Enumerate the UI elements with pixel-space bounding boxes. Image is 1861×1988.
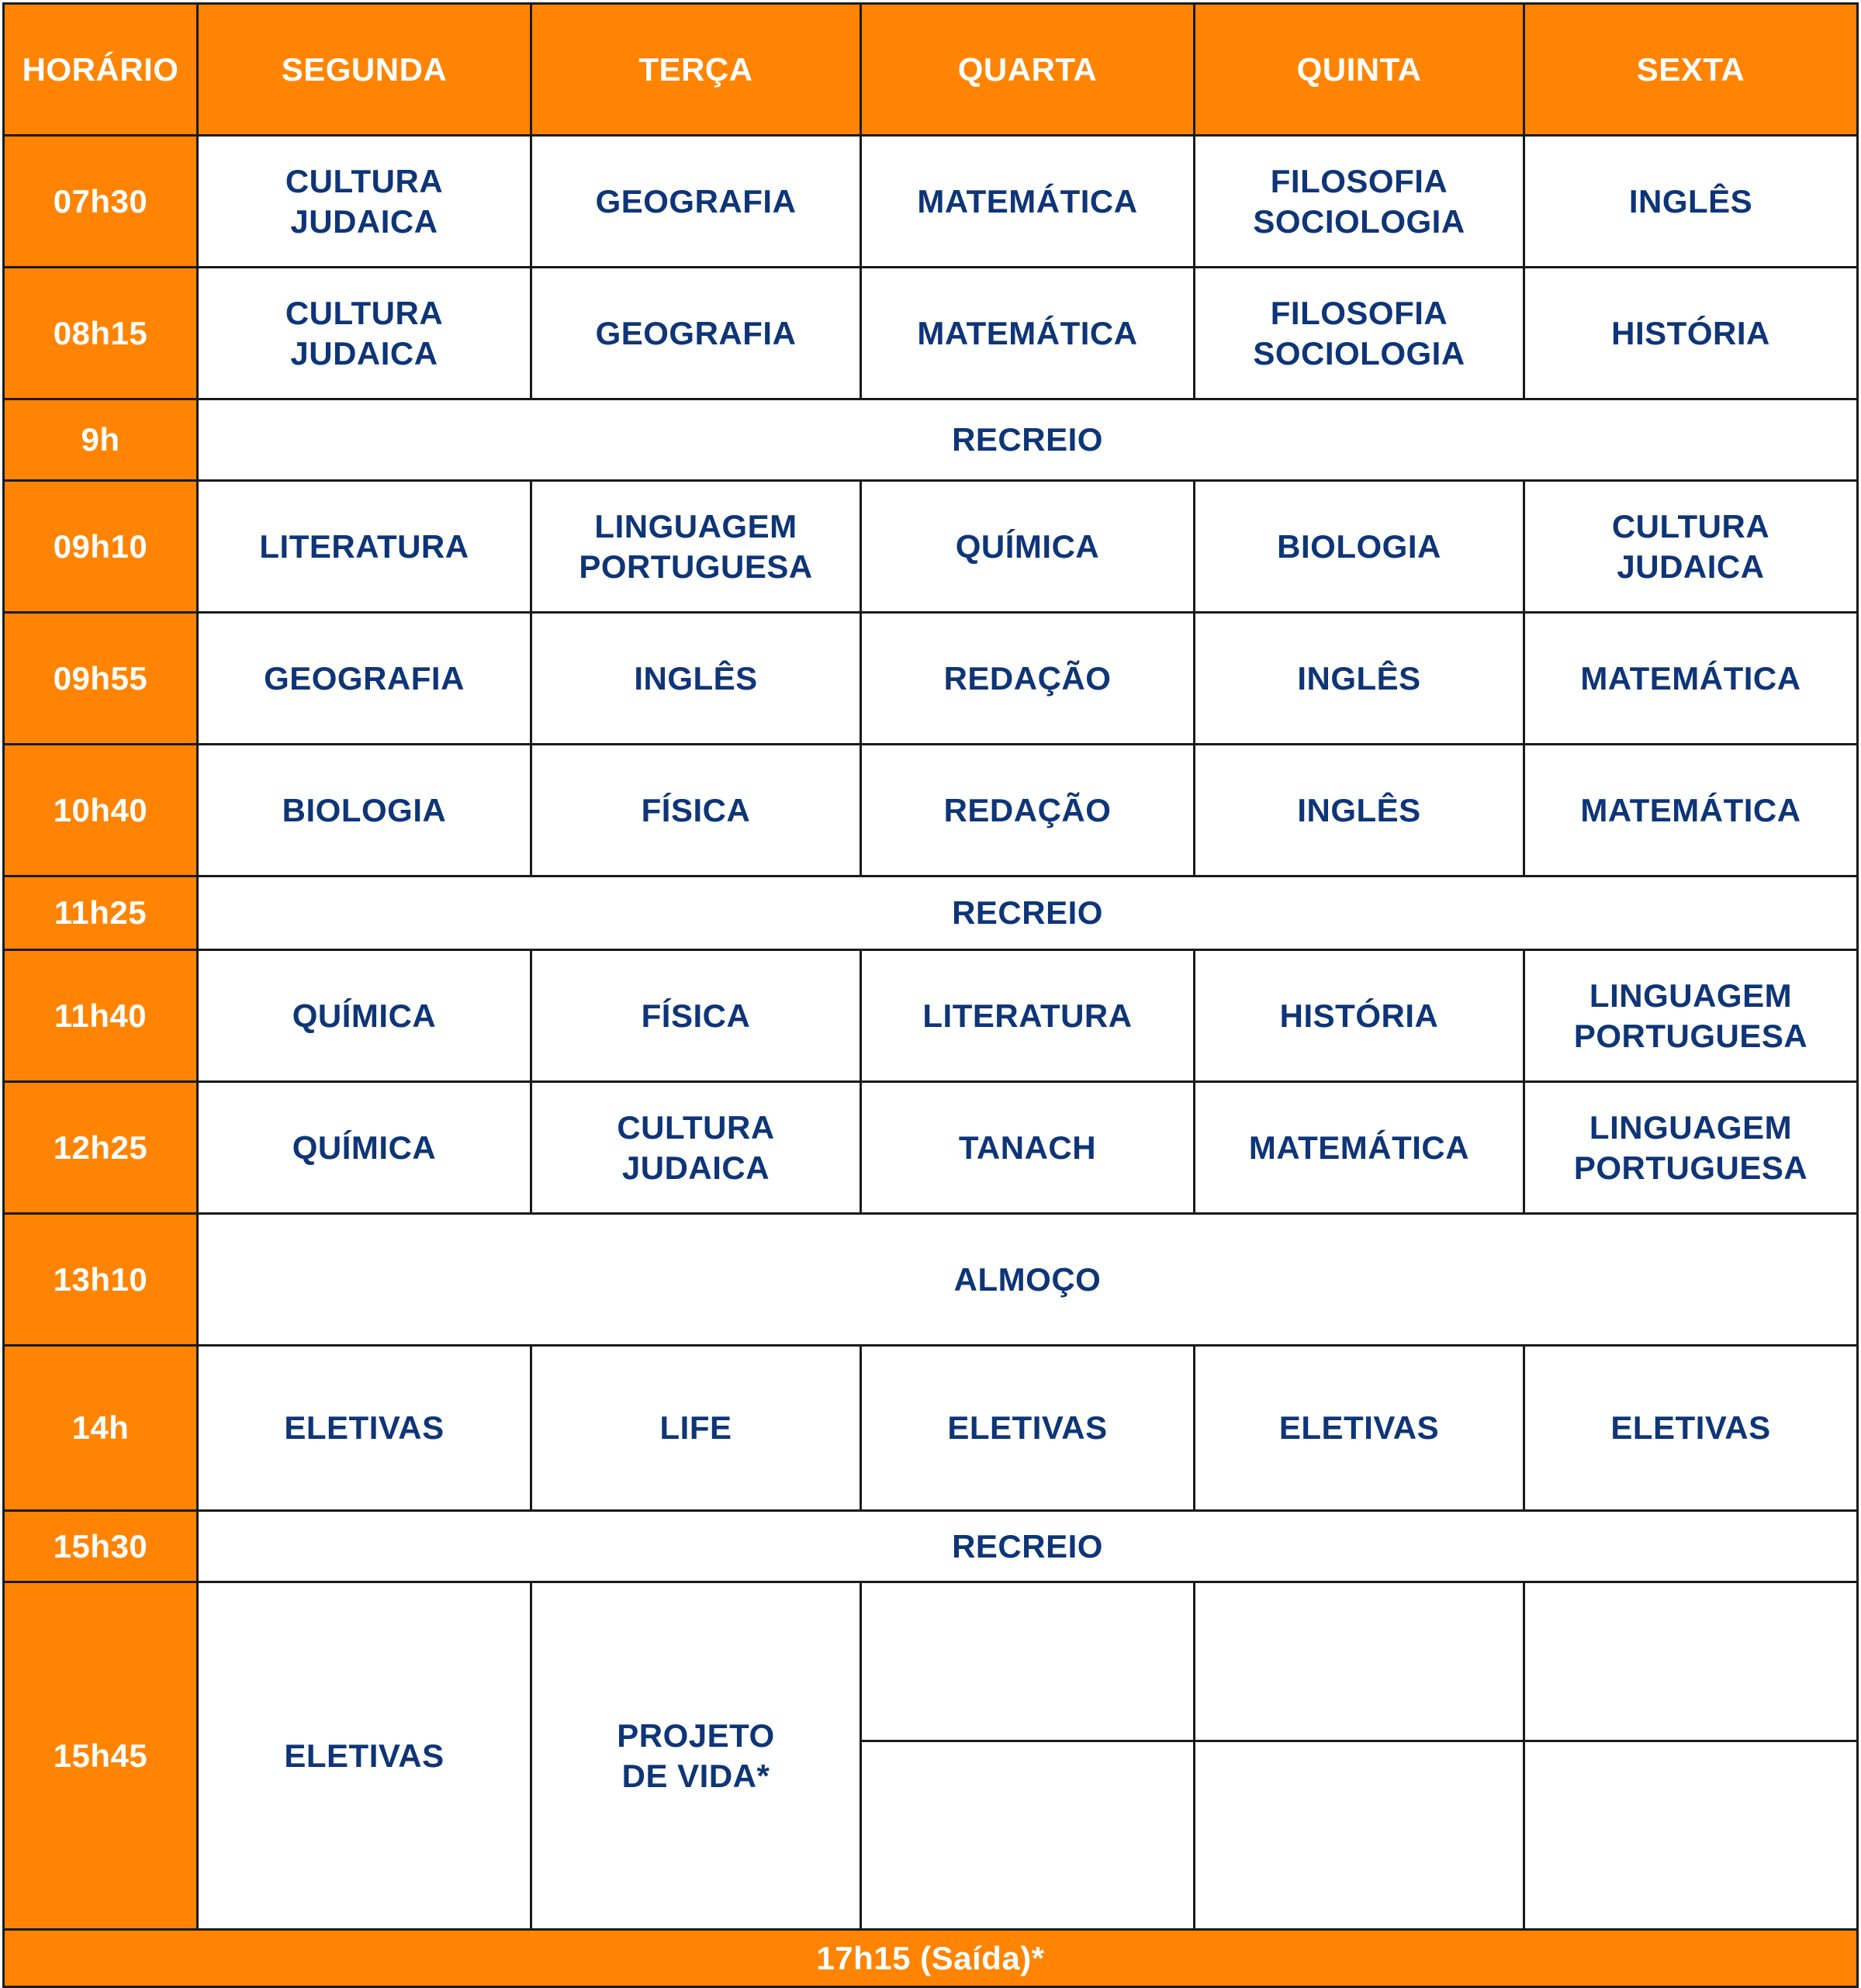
class-cell: INGLÊS bbox=[1195, 613, 1524, 745]
empty-cell bbox=[1524, 1741, 1858, 1930]
class-cell: GEOGRAFIA bbox=[531, 136, 861, 268]
class-cell: QUÍMICA bbox=[198, 1082, 531, 1214]
class-cell: GEOGRAFIA bbox=[531, 268, 861, 399]
class-cell: LIFE bbox=[531, 1346, 861, 1511]
class-cell: INGLÊS bbox=[1195, 745, 1524, 876]
time-cell: 11h40 bbox=[4, 950, 198, 1082]
class-cell: PROJETO DE VIDA* bbox=[531, 1582, 861, 1930]
dismissal-time: 17h15 (Saída)* bbox=[4, 1930, 1858, 1987]
class-cell: FILOSOFIA SOCIOLOGIA bbox=[1195, 136, 1524, 268]
table-row bbox=[4, 268, 1858, 399]
table-row bbox=[4, 613, 1858, 745]
header-time: HORÁRIO bbox=[4, 4, 198, 136]
table-row bbox=[4, 136, 1858, 268]
empty-cell bbox=[1195, 1582, 1524, 1741]
table-row bbox=[4, 745, 1858, 876]
break-cell: RECREIO bbox=[198, 1511, 1858, 1582]
class-cell: MATEMÁTICA bbox=[861, 136, 1195, 268]
break-row bbox=[4, 399, 1858, 481]
class-cell: ELETIVAS bbox=[1524, 1346, 1858, 1511]
class-cell: MATEMÁTICA bbox=[1195, 1082, 1524, 1214]
class-cell: FÍSICA bbox=[531, 745, 861, 876]
table-row bbox=[4, 1082, 1858, 1214]
class-cell: LINGUAGEM PORTUGUESA bbox=[531, 481, 861, 613]
lunch-cell: ALMOÇO bbox=[198, 1214, 1858, 1346]
lunch-row bbox=[4, 1214, 1858, 1346]
class-cell: BIOLOGIA bbox=[1195, 481, 1524, 613]
break-row bbox=[4, 876, 1858, 950]
class-cell: CULTURA JUDAICA bbox=[198, 268, 531, 399]
time-cell: 11h25 bbox=[4, 876, 198, 950]
class-cell: GEOGRAFIA bbox=[198, 613, 531, 745]
break-cell: RECREIO bbox=[198, 876, 1858, 950]
empty-cell bbox=[861, 1582, 1195, 1741]
break-row bbox=[4, 1511, 1858, 1582]
time-cell: 07h30 bbox=[4, 136, 198, 268]
time-cell: 15h45 bbox=[4, 1582, 198, 1930]
class-cell: LITERATURA bbox=[861, 950, 1195, 1082]
class-cell: LITERATURA bbox=[198, 481, 531, 613]
class-cell: TANACH bbox=[861, 1082, 1195, 1214]
empty-cell bbox=[1195, 1741, 1524, 1930]
class-cell: QUÍMICA bbox=[861, 481, 1195, 613]
time-cell: 15h30 bbox=[4, 1511, 198, 1582]
class-cell: CULTURA JUDAICA bbox=[198, 136, 531, 268]
class-cell: MATEMÁTICA bbox=[1524, 613, 1858, 745]
class-cell: BIOLOGIA bbox=[198, 745, 531, 876]
footer-row bbox=[4, 1930, 1858, 1987]
class-cell: ELETIVAS bbox=[861, 1346, 1195, 1511]
header-row bbox=[4, 4, 1858, 136]
header-day: SEXTA bbox=[1524, 4, 1858, 136]
time-cell: 08h15 bbox=[4, 268, 198, 399]
class-cell: ELETIVAS bbox=[198, 1346, 531, 1511]
break-cell: RECREIO bbox=[198, 399, 1858, 481]
header-day: QUINTA bbox=[1195, 4, 1524, 136]
header-day: SEGUNDA bbox=[198, 4, 531, 136]
table-row bbox=[4, 481, 1858, 613]
time-cell: 14h bbox=[4, 1346, 198, 1511]
empty-cell bbox=[861, 1741, 1195, 1930]
class-cell: ELETIVAS bbox=[1195, 1346, 1524, 1511]
schedule-table bbox=[2, 2, 1859, 1988]
class-cell: QUÍMICA bbox=[198, 950, 531, 1082]
class-cell: LINGUAGEM PORTUGUESA bbox=[1524, 1082, 1858, 1214]
class-cell: ELETIVAS bbox=[198, 1582, 531, 1930]
class-cell: CULTURA JUDAICA bbox=[1524, 481, 1858, 613]
class-cell: FÍSICA bbox=[531, 950, 861, 1082]
class-cell: INGLÊS bbox=[531, 613, 861, 745]
header-day: TERÇA bbox=[531, 4, 861, 136]
time-cell: 10h40 bbox=[4, 745, 198, 876]
class-cell: LINGUAGEM PORTUGUESA bbox=[1524, 950, 1858, 1082]
class-cell: CULTURA JUDAICA bbox=[531, 1082, 861, 1214]
time-cell: 09h55 bbox=[4, 613, 198, 745]
class-cell: FILOSOFIA SOCIOLOGIA bbox=[1195, 268, 1524, 399]
header-day: QUARTA bbox=[861, 4, 1195, 136]
time-cell: 09h10 bbox=[4, 481, 198, 613]
class-cell: MATEMÁTICA bbox=[1524, 745, 1858, 876]
class-cell: INGLÊS bbox=[1524, 136, 1858, 268]
time-cell: 13h10 bbox=[4, 1214, 198, 1346]
class-cell: HISTÓRIA bbox=[1195, 950, 1524, 1082]
table-row bbox=[4, 950, 1858, 1082]
class-cell: REDAÇÃO bbox=[861, 613, 1195, 745]
class-cell: MATEMÁTICA bbox=[861, 268, 1195, 399]
time-cell: 9h bbox=[4, 399, 198, 481]
time-cell: 12h25 bbox=[4, 1082, 198, 1214]
table-row bbox=[4, 1346, 1858, 1511]
table-row bbox=[4, 1582, 1858, 1741]
empty-cell bbox=[1524, 1582, 1858, 1741]
class-cell: REDAÇÃO bbox=[861, 745, 1195, 876]
class-cell: HISTÓRIA bbox=[1524, 268, 1858, 399]
